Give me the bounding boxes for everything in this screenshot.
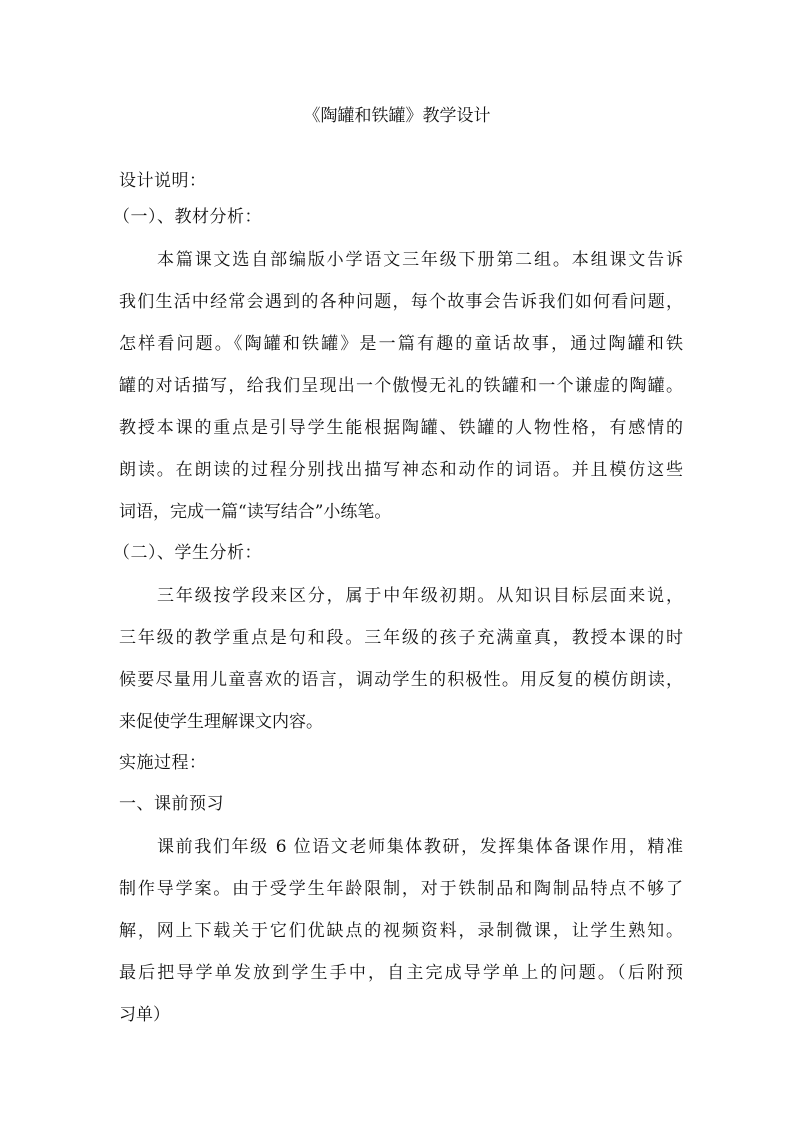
paragraph-line: 本篇课文选自部编版小学语文三年级下册第二组。本组课文告诉 (157, 250, 683, 270)
design-notes-heading: 设计说明： (119, 171, 207, 191)
paragraph-line: 制作导学案。由于受学生年龄限制，对于铁制品和陶制品特点不够了 (119, 879, 683, 899)
textbook-analysis-heading-block (113, 199, 677, 235)
paragraph-line: 来促使学生理解课文内容。 (119, 712, 323, 732)
paragraph-line: 最后把导学单发放到学生手中，自主完成导学单上的问题。（后附预 (119, 963, 683, 983)
student-analysis-paragraph (119, 578, 683, 740)
paragraph-line: 朗读。在朗读的过程分别找出描写神态和动作的词语。并且模仿这些 (119, 460, 683, 480)
preview-heading: 一、课前预习 (119, 794, 224, 814)
preview-heading-block (119, 786, 683, 822)
implementation-heading-block (119, 745, 683, 781)
paragraph-line: 我们生活中经常会遇到的各种问题，每个故事会告诉我们如何看问题， (119, 292, 683, 312)
paragraph-line: 习单） (119, 1005, 170, 1025)
paragraph-line: 三年级的教学重点是句和段。三年级的孩子充满童真，教授本课的时 (119, 628, 683, 648)
design-notes-heading-block (119, 163, 683, 199)
student-analysis-heading-block (113, 535, 677, 571)
textbook-analysis-heading: （一）、教材分析： (113, 207, 262, 227)
paragraph-line: 罐的对话描写，给我们呈现出一个傲慢无礼的铁罐和一个谦虚的陶罐。 (119, 376, 683, 396)
textbook-analysis-paragraph (119, 242, 683, 530)
implementation-heading: 实施过程： (119, 753, 207, 773)
paragraph-line: 解，网上下载关于它们优缺点的视频资料，录制微课，让学生熟知。 (119, 921, 683, 941)
paragraph-line: 三年级按学段来区分，属于中年级初期。从知识目标层面来说， (157, 586, 683, 606)
paragraph-line: 课前我们年级 6 位语文老师集体教研，发挥集体备课作用，精准 (157, 837, 683, 857)
paragraph-line: 词语，完成一篇“读写结合”小练笔。 (119, 502, 392, 522)
preview-paragraph (119, 829, 683, 1033)
paragraph-line: 怎样看问题。《陶罐和铁罐》是一篇有趣的童话故事，通过陶罐和铁 (119, 334, 683, 354)
paragraph-line: 教授本课的重点是引导学生能根据陶罐、铁罐的人物性格，有感情的 (119, 418, 683, 438)
document-title: 《陶罐和铁罐》教学设计 (303, 106, 491, 126)
paragraph-line: 候要尽量用儿童喜欢的语言，调动学生的积极性。用反复的模仿朗读， (119, 670, 683, 690)
student-analysis-heading: （二）、学生分析： (113, 543, 262, 563)
